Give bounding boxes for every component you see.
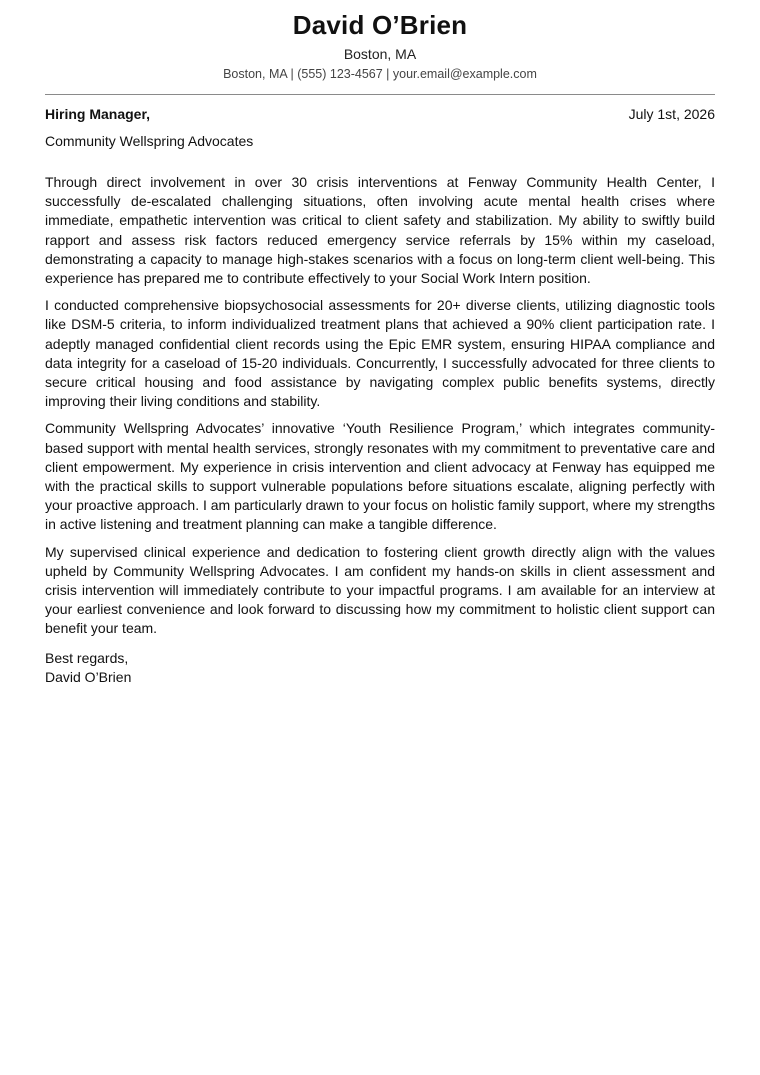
recipient-salutation: Hiring Manager, xyxy=(45,106,151,122)
letter-header xyxy=(45,10,715,82)
body-paragraph-4: My supervised clinical experience and dedication to fostering client growth directly align with the values upheld by Community Wellspring Advocates. I am confident my hands-on skills in client assessment and crisis intervention will immediately contribute to your impactful programs. I am available for an interview at your earliest convenience and look forward to discussing how my commitment to holistic client support can benefit your team. xyxy=(45,543,715,637)
letter-body xyxy=(45,173,715,639)
applicant-contact-line: Boston, MA | (555) 123-4567 | your.email@example.com xyxy=(223,67,537,81)
applicant-location: Boston, MA xyxy=(343,46,417,62)
body-paragraph-3: Community Wellspring Advocates’ innovative ‘Youth Resilience Program,’ which integrates community-based support with mental health services, strongly resonates with my commitment to preventative care and client empowerment. My experience in crisis intervention and client advocacy at Fenway has equipped me with the practical skills to support vulnerable populations before situations escalate, aligning perfectly with your proactive approach. I am particularly drawn to your focus on holistic family support, where my strengths in active listening and treatment planning can make a tangible difference. xyxy=(45,420,715,533)
body-paragraph-2: I conducted comprehensive biopsychosocial assessments for 20+ diverse clients, utilizing diagnostic tools like DSM-5 criteria, to inform individualized treatment plans that achieved a 90% client participation rate. I adeptly managed confidential client records using the Epic EMR system, ensuring HIPAA compliance and data integrity for a caseload of 15-20 individuals. Concurrently, I successfully advocated for three clients to secure critical housing and food assistance by navigating complex public benefits systems, directly improving their living conditions and stability. xyxy=(45,297,715,410)
applicant-name: David O’Brien xyxy=(292,10,468,40)
recipient-company: Community Wellspring Advocates xyxy=(45,133,254,149)
signature-name: David O’Brien xyxy=(45,668,132,685)
letter-closing xyxy=(45,649,715,687)
closing-phrase: Best regards, xyxy=(45,649,129,666)
header-divider xyxy=(45,94,715,95)
body-paragraph-1: Through direct involvement in over 30 crisis interventions at Fenway Community Health Center, I successfully de-escalated challenging situations, often involving acute mental health crises where immediate, empathetic intervention was critical to client safety and stabilization. My ability to swiftly build rapport and assess risk factors reduced emergency service referrals by 15% within my caseload, demonstrating a capacity to manage high-stakes scenarios with a focus on long-term client well-being. This experience has prepared me to contribute effectively to your Social Work Intern position. xyxy=(45,174,715,287)
letter-date: July 1st, 2026 xyxy=(628,106,715,122)
recipient-date-row xyxy=(45,105,715,124)
